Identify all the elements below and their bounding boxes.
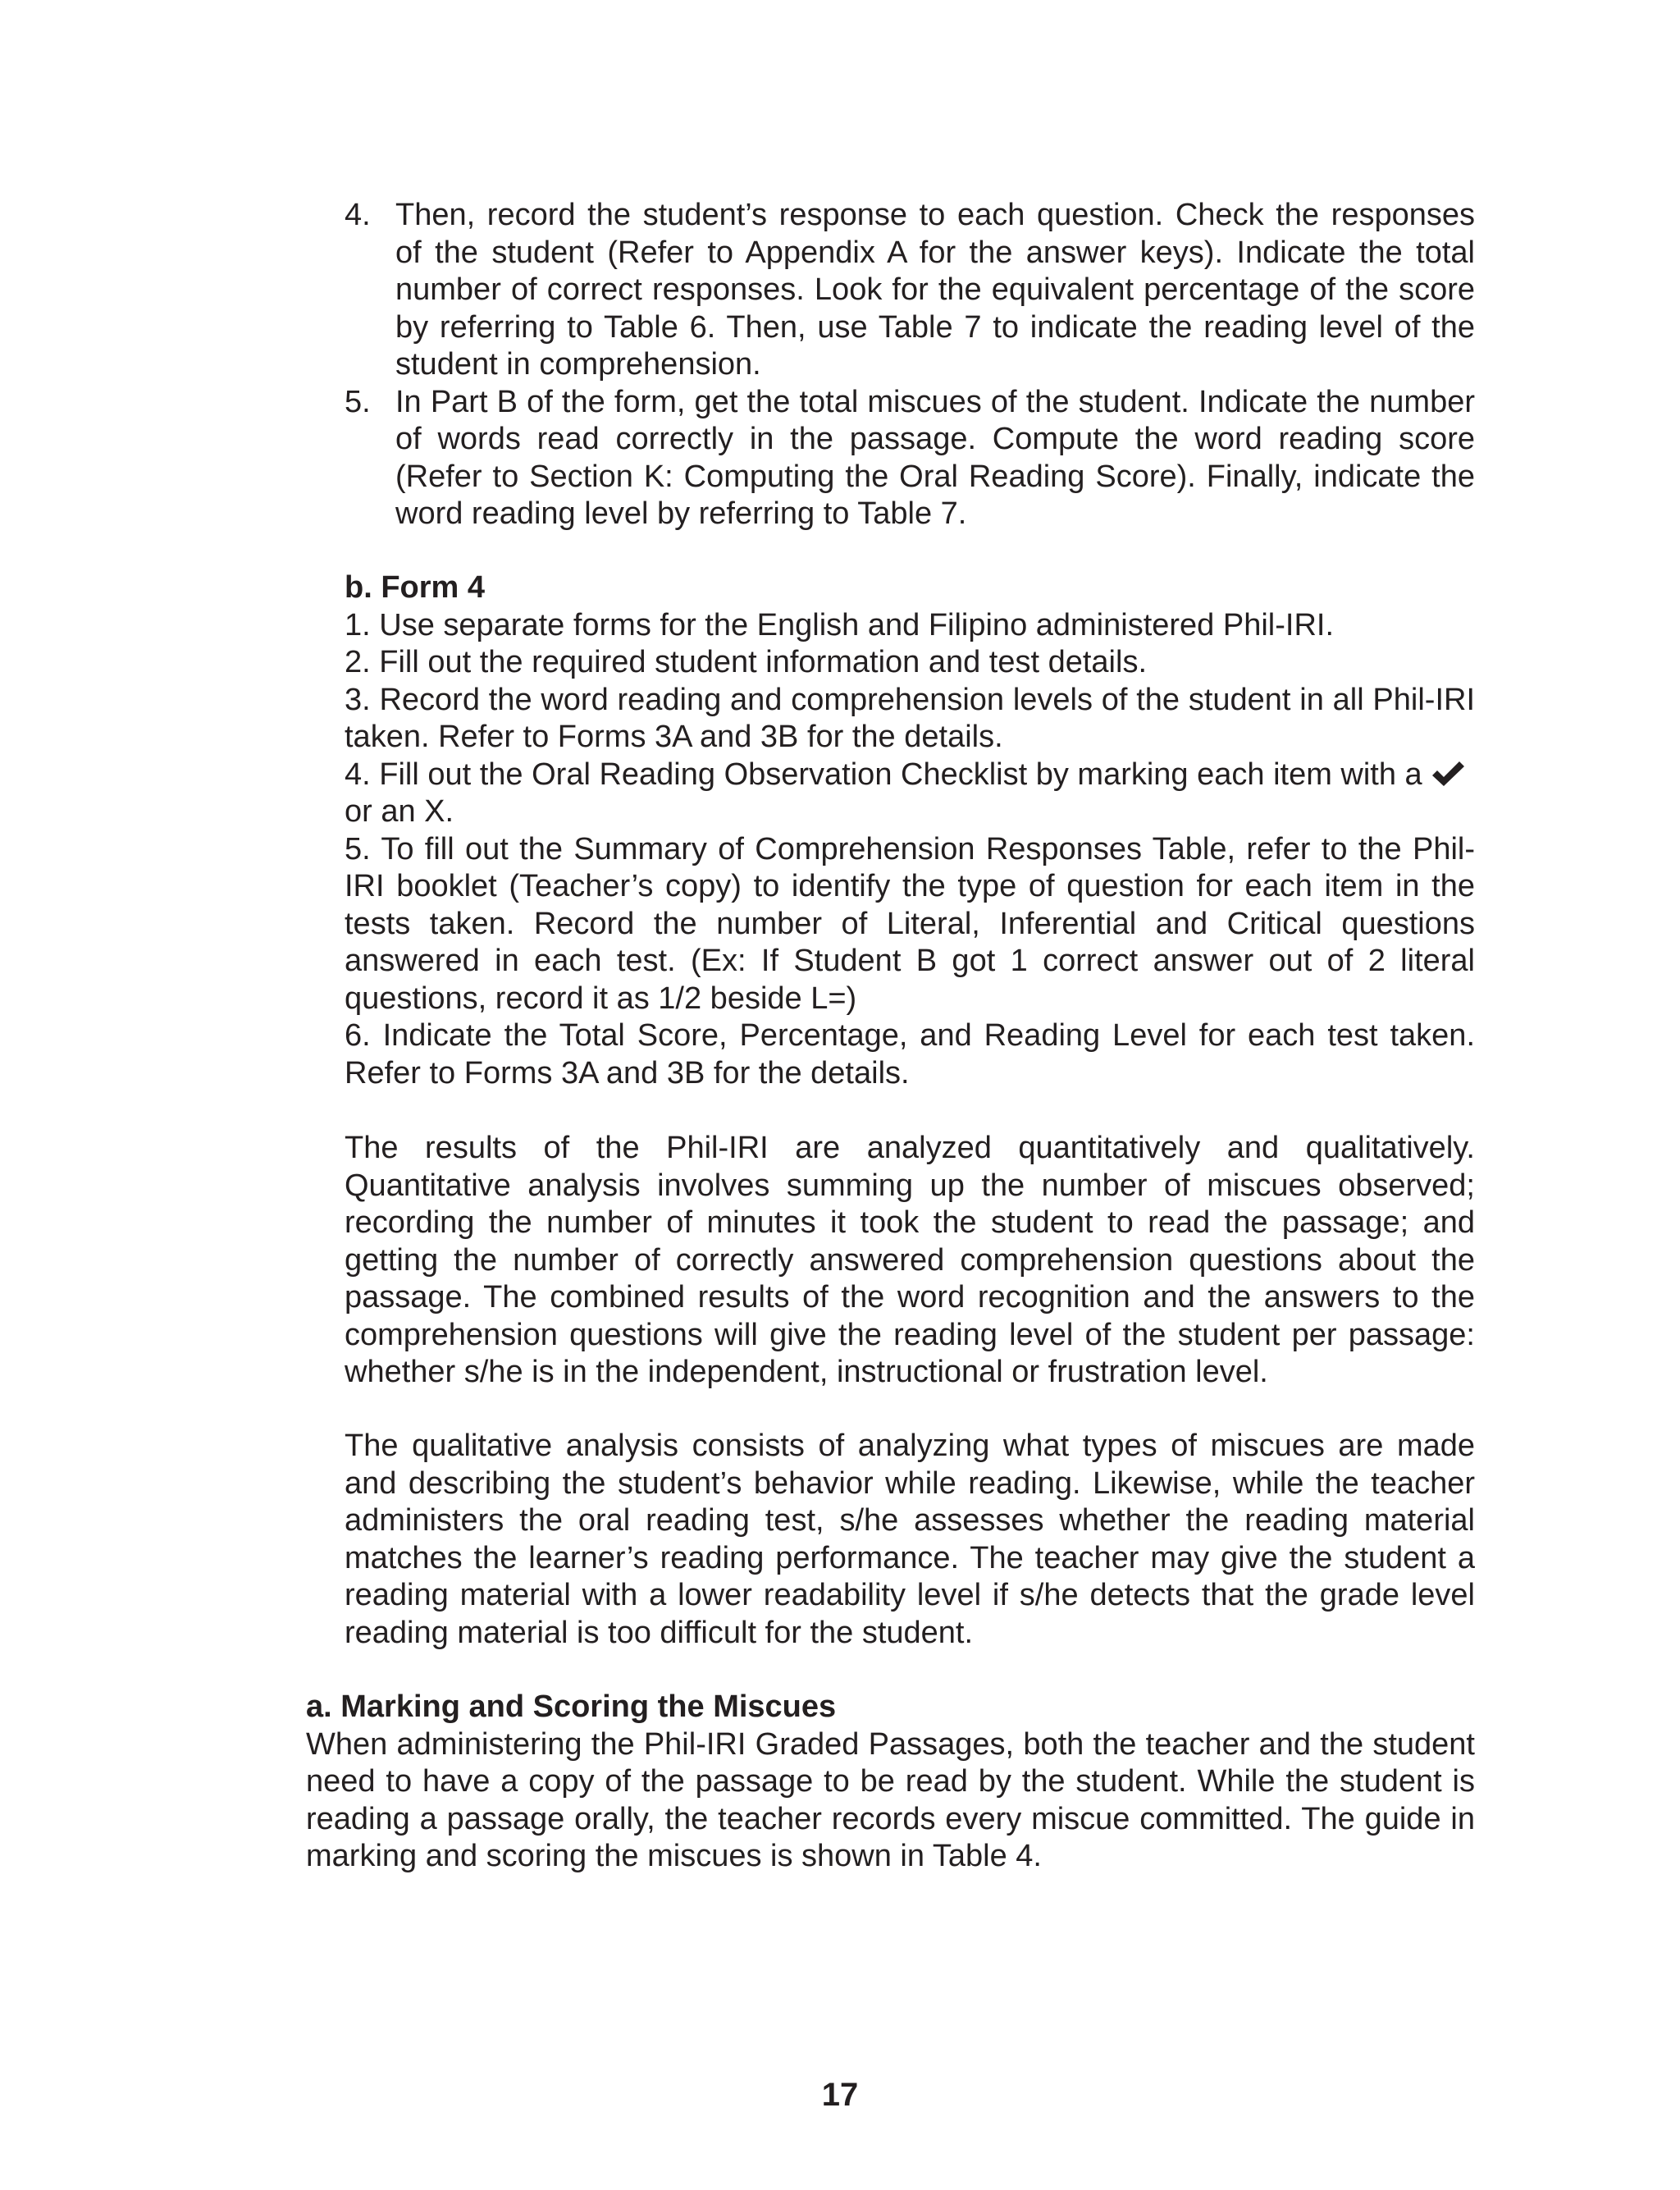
form4-item-4-text: 4. Fill out the Oral Reading Observation Checklist by marking each item with a xyxy=(345,757,1422,792)
list-item-text: In Part B of the form, get the total miscues of the student. Indicate the number of words read correctly in the passage. Compute the word reading score (Refer to Section K: Computing the Oral Reading Score). Finally, indicate the word reading level by referring to Table 7. xyxy=(395,384,1475,531)
list-item-number: 5. xyxy=(345,384,371,419)
form4-item-1: 1. Use separate forms for the English and Filipino administered Phil-IRI. xyxy=(345,607,1334,642)
section-heading: a. Marking and Scoring the Miscues xyxy=(306,1689,837,1724)
list-item-text: Then, record the student’s response to each question. Check the responses of the student (Refer to Appendix A for the answer keys). Indicate the total number of correct responses. Look for the equivalent percentage of the score by referring to Table 6. Then, use Table 7 to indicate the reading level of the student in comprehension. xyxy=(395,198,1475,382)
list-item xyxy=(345,384,1475,533)
form4-item-2: 2. Fill out the required student information and test details. xyxy=(345,645,1147,679)
numbered-list-continued xyxy=(345,197,1475,533)
list-item xyxy=(345,197,1475,384)
form4-item-3: 3. Record the word reading and comprehension levels of the student in all Phil-IRI taken. Refer to Forms 3A and 3B for the details. xyxy=(345,682,1475,754)
form4-section xyxy=(345,569,1475,1092)
marking-scoring-section xyxy=(306,1689,1475,1876)
form4-item-5: 5. To fill out the Summary of Comprehension Responses Table, refer to the Phil-IRI booklet (Teacher’s copy) to identify the type of question for each item in the tests taken. Record the number of Literal, Inferential and Critical questions answered in each test. (Ex: If Student B got 1 correct answer out of 2 literal questions, record it as 1/2 beside L=) xyxy=(345,831,1475,1016)
quantitative-analysis-paragraph: The results of the Phil-IRI are analyzed quantitatively and qualitatively. Quantitative analysis involves summing up the number of miscues observed; recording the number of minutes it took the student to read the passage; and getting the number of correctly answered comprehension questions about the passage. The combined results of the word recognition and the answers to the comprehension questions will give the reading level of the student per passage: whether s/he is in the independent, instructional or frustration level. xyxy=(345,1131,1475,1389)
list-item-number: 4. xyxy=(345,198,371,232)
form4-heading: b. Form 4 xyxy=(345,570,486,605)
form4-item-4-text-end: or an X. xyxy=(345,794,454,829)
page-number: 17 xyxy=(821,2077,859,2113)
check-mark-icon xyxy=(1431,760,1465,788)
form4-item-4 xyxy=(345,757,1475,831)
qualitative-analysis-paragraph: The qualitative analysis consists of analyzing what types of miscues are made and describing the student’s behavior while reading. Likewise, while the teacher administers the oral reading test, s/he assesses whether the reading material matches the learner’s reading performance. The teacher may give the student a reading material with a lower readability level if s/he detects that the grade level reading material is too difficult for the student. xyxy=(345,1429,1475,1650)
section-body: When administering the Phil-IRI Graded Passages, both the teacher and the student need to have a copy of the passage to be read by the student. While the student is reading a passage orally, the teacher records every miscue committed. The guide in marking and scoring the miscues is shown in Table 4. xyxy=(306,1726,1475,1873)
form4-item-6: 6. Indicate the Total Score, Percentage, and Reading Level for each test taken. Refer to Forms 3A and 3B for the details. xyxy=(345,1018,1475,1090)
